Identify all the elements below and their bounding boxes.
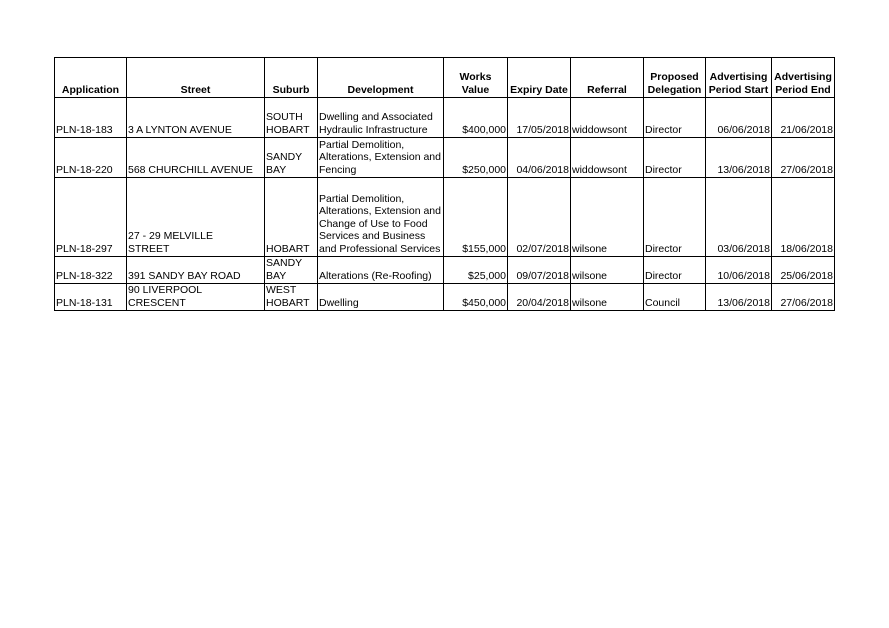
header-advertising-period-start: Advertising Period Start xyxy=(706,58,772,98)
cell-suburb: SANDY BAY xyxy=(265,257,318,284)
table-row xyxy=(55,98,835,138)
header-works-value: Works Value xyxy=(444,58,508,98)
header-advertising-period-end: Advertising Period End xyxy=(772,58,835,98)
cell-application: PLN-18-297 xyxy=(55,178,127,257)
cell-referral: wilsone xyxy=(571,284,644,311)
header-referral: Referral xyxy=(571,58,644,98)
cell-proposed-delegation: Director xyxy=(644,257,706,284)
header-application: Application xyxy=(55,58,127,98)
cell-development: Alterations (Re-Roofing) xyxy=(318,257,444,284)
cell-expiry-date: 20/04/2018 xyxy=(508,284,571,311)
cell-expiry-date: 04/06/2018 xyxy=(508,138,571,178)
cell-advertising-period-start: 03/06/2018 xyxy=(706,178,772,257)
header-suburb: Suburb xyxy=(265,58,318,98)
table-row xyxy=(55,138,835,178)
cell-application: PLN-18-322 xyxy=(55,257,127,284)
cell-application: PLN-18-131 xyxy=(55,284,127,311)
cell-development: Partial Demolition, Alterations, Extension and Fencing xyxy=(318,138,444,178)
cell-referral: widdowsont xyxy=(571,138,644,178)
cell-advertising-period-end: 25/06/2018 xyxy=(772,257,835,284)
cell-expiry-date: 17/05/2018 xyxy=(508,98,571,138)
cell-suburb: SANDY BAY xyxy=(265,138,318,178)
cell-proposed-delegation: Council xyxy=(644,284,706,311)
cell-advertising-period-end: 18/06/2018 xyxy=(772,178,835,257)
cell-development: Dwelling and Associated Hydraulic Infrastructure xyxy=(318,98,444,138)
planning-applications-table xyxy=(54,57,835,311)
cell-advertising-period-start: 13/06/2018 xyxy=(706,138,772,178)
cell-expiry-date: 09/07/2018 xyxy=(508,257,571,284)
cell-advertising-period-end: 21/06/2018 xyxy=(772,98,835,138)
cell-advertising-period-end: 27/06/2018 xyxy=(772,138,835,178)
cell-street: 27 - 29 MELVILLE STREET xyxy=(127,178,265,257)
header-street: Street xyxy=(127,58,265,98)
cell-suburb: HOBART xyxy=(265,178,318,257)
document-sheet xyxy=(54,57,835,311)
cell-works-value: $400,000 xyxy=(444,98,508,138)
cell-proposed-delegation: Director xyxy=(644,138,706,178)
header-development: Development xyxy=(318,58,444,98)
cell-works-value: $450,000 xyxy=(444,284,508,311)
cell-street: 391 SANDY BAY ROAD xyxy=(127,257,265,284)
cell-application: PLN-18-220 xyxy=(55,138,127,178)
table-header-row xyxy=(55,58,835,98)
cell-advertising-period-start: 13/06/2018 xyxy=(706,284,772,311)
cell-works-value: $25,000 xyxy=(444,257,508,284)
cell-development: Dwelling xyxy=(318,284,444,311)
cell-street: 568 CHURCHILL AVENUE xyxy=(127,138,265,178)
cell-street: 3 A LYNTON AVENUE xyxy=(127,98,265,138)
cell-works-value: $155,000 xyxy=(444,178,508,257)
table-row xyxy=(55,284,835,311)
cell-referral: widdowsont xyxy=(571,98,644,138)
cell-suburb: WEST HOBART xyxy=(265,284,318,311)
cell-advertising-period-start: 06/06/2018 xyxy=(706,98,772,138)
header-expiry-date: Expiry Date xyxy=(508,58,571,98)
cell-expiry-date: 02/07/2018 xyxy=(508,178,571,257)
cell-referral: wilsone xyxy=(571,257,644,284)
cell-advertising-period-start: 10/06/2018 xyxy=(706,257,772,284)
cell-street: 90 LIVERPOOL CRESCENT xyxy=(127,284,265,311)
cell-application: PLN-18-183 xyxy=(55,98,127,138)
cell-development: Partial Demolition, Alterations, Extension and Change of Use to Food Services and Business and Professional Services xyxy=(318,178,444,257)
cell-referral: wilsone xyxy=(571,178,644,257)
cell-suburb: SOUTH HOBART xyxy=(265,98,318,138)
table-row xyxy=(55,257,835,284)
cell-proposed-delegation: Director xyxy=(644,178,706,257)
header-proposed-delegation: Proposed Delegation xyxy=(644,58,706,98)
cell-proposed-delegation: Director xyxy=(644,98,706,138)
cell-advertising-period-end: 27/06/2018 xyxy=(772,284,835,311)
cell-works-value: $250,000 xyxy=(444,138,508,178)
table-row xyxy=(55,178,835,257)
